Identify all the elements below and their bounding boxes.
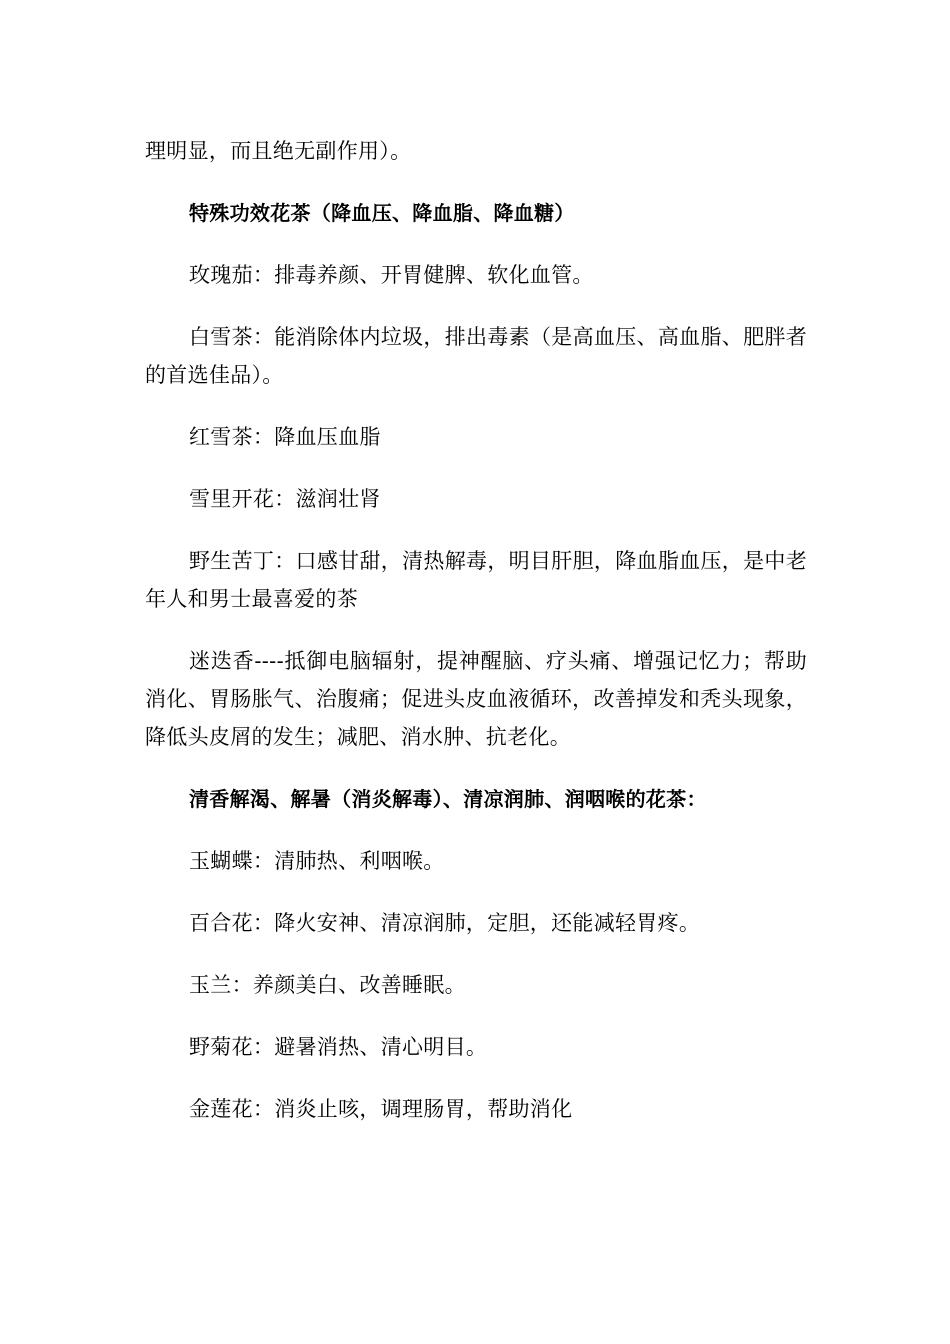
- paragraph-magnolia: 玉兰：养颜美白、改善睡眠。: [189, 973, 466, 997]
- paragraph-lily: 百合花：降火安神、清凉润肺，定胆，还能减轻胃疼。: [189, 911, 701, 935]
- paragraph-wild-kuding: 野生苦丁：口感甘甜，清热解毒，明目肝胆，降血脂血压，是中老年人和男士最喜爱的茶: [145, 549, 807, 611]
- section-heading-refreshing: 清香解渴、解暑（消炎解毒）、清凉润肺、润咽喉的花茶：: [189, 787, 707, 811]
- document-body: [145, 132, 807, 1152]
- paragraph-snow-blossom: 雪里开花：滋润壮肾: [189, 487, 381, 511]
- section-heading-special-effects: 特殊功效花茶（降血压、降血脂、降血糖）: [189, 201, 575, 225]
- paragraph-jade-butterfly: 玉蝴蝶：清肺热、利咽喉。: [189, 849, 445, 873]
- paragraph-white-snow-tea: 白雪茶：能消除体内垃圾，排出毒素（是高血压、高血脂、肥胖者的首选佳品）。: [145, 325, 807, 387]
- paragraph-wild-chrysanthemum: 野菊花：避暑消热、清心明目。: [189, 1035, 488, 1059]
- paragraph-continuation: 理明显，而且绝无副作用）。: [145, 139, 412, 163]
- paragraph-red-snow-tea: 红雪茶：降血压血脂: [189, 425, 381, 449]
- paragraph-roselle: 玫瑰茄：排毒养颜、开胃健脾、软化血管。: [189, 263, 594, 287]
- paragraph-rosemary: 迷迭香----抵御电脑辐射，提神醒脑、疗头痛、增强记忆力；帮助消化、胃肠胀气、治腹痛；促进头皮血液循环，改善掉发和秃头现象，降低头皮屑的发生；减肥、消水肿、抗老化。: [145, 649, 807, 749]
- paragraph-golden-lotus: 金莲花：消炎止咳，调理肠胃，帮助消化: [189, 1097, 573, 1121]
